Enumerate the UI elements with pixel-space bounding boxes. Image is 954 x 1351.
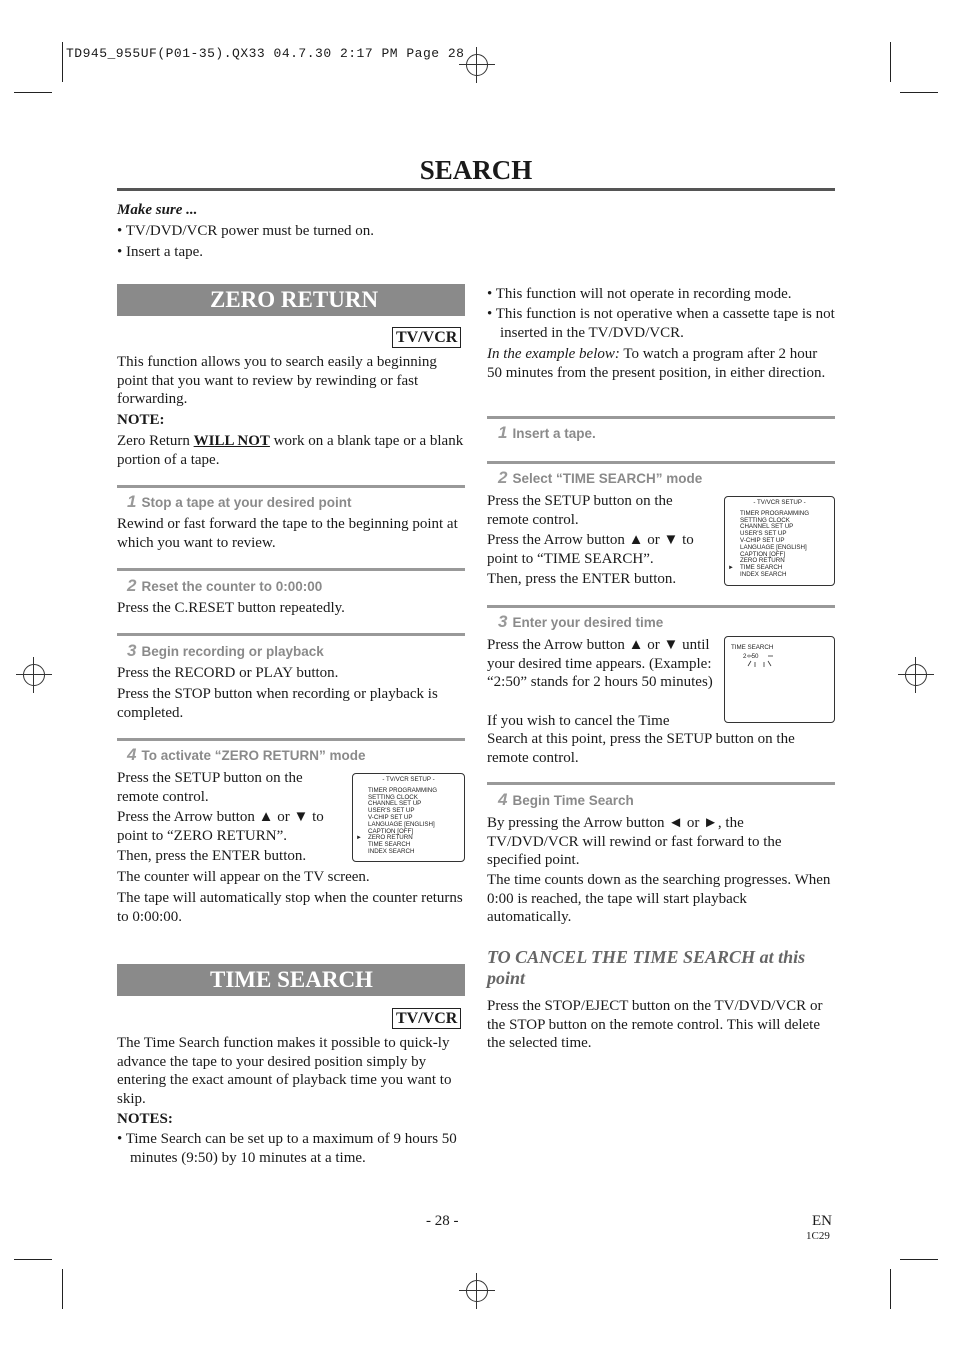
step-body: Then, press the ENTER button. <box>117 848 307 864</box>
crop-mark <box>62 1269 63 1309</box>
time-search-heading: TIME SEARCH <box>117 964 465 996</box>
crop-mark <box>890 42 891 82</box>
time-value: 2 : 50 <box>743 652 759 660</box>
step-divider <box>117 738 465 741</box>
step-body: The tape will automatically stop when the counter returns to 0:00:00. <box>117 890 463 925</box>
cancel-body: Press the STOP/EJECT button on the TV/DVD/VCR or the STOP button on the remote control. This will delete the selected time. <box>487 998 823 1051</box>
step-body: Press the STOP button when recording or playback is completed. <box>117 686 438 721</box>
cursor-icon: ► <box>356 835 362 842</box>
step-body: Rewind or fast forward the tape to the beginning point at which you want to review. <box>117 516 458 551</box>
step-body: Search at this point, press the SETUP button on the remote control. <box>487 731 795 766</box>
step-heading: 1 Insert a tape. <box>498 423 596 442</box>
tv-vcr-badge: TV/VCR <box>392 1008 461 1029</box>
crop-mark <box>890 1269 891 1309</box>
step-divider <box>487 416 835 419</box>
time-search-intro: The Time Search function makes it possible to quick-ly advance the tape to your desired position simply by entering the exact amount of playback time you want to skip. <box>117 1035 452 1107</box>
step-body: Press the RECORD or PLAY button. <box>117 665 339 681</box>
step-body: Press the Arrow button ▲ or ▼ to point to “TIME SEARCH”. <box>487 532 694 567</box>
make-sure-label: Make sure ... <box>117 202 198 218</box>
step-heading: 4 To activate “ZERO RETURN” mode <box>127 745 366 764</box>
cursor-icon: ► <box>728 565 734 572</box>
step-heading: 4 Begin Time Search <box>498 790 634 809</box>
step-divider <box>117 568 465 571</box>
cancel-heading: TO CANCEL THE TIME SEARCH at this point <box>487 947 806 988</box>
time-search-screen: TIME SEARCH 2 : 50 <box>724 636 835 723</box>
step-heading: 2 Reset the counter to 0:00:00 <box>127 576 323 595</box>
tv-vcr-setup-menu: - TV/VCR SETUP - TIMER PROGRAMMING SETTING CLOCK CHANNEL SET UP USER'S SET UP V-CHIP SET UP LANGUAGE [ENGLISH] CAPTION [OFF] ► ZERO RETURN TIME SEARCH INDEX SEARCH <box>352 773 465 862</box>
crop-mark <box>62 42 63 82</box>
menu-item-selected: ► TIME SEARCH <box>728 564 783 572</box>
step-divider <box>487 461 835 464</box>
step-body: If you wish to cancel the Time <box>487 713 670 729</box>
notes-label: NOTES: <box>117 1111 173 1127</box>
registration-mark <box>16 657 52 693</box>
step-heading: 1 Stop a tape at your desired point <box>127 492 352 511</box>
note-label: NOTE: <box>117 412 165 428</box>
zero-return-intro: This function allows you to search easily a beginning point that you want to review by rewinding or fast forwarding. <box>117 354 437 407</box>
crop-mark <box>14 1259 52 1260</box>
step-divider <box>487 605 835 608</box>
doc-code: 1C29 <box>806 1230 830 1242</box>
step-divider <box>117 485 465 488</box>
step-body: Press the Arrow button ▲ or ▼ to point to “ZERO RETURN”. <box>117 809 324 844</box>
page-number: - 28 - <box>426 1213 459 1229</box>
note-item: • This function is not operative when a cassette tape is not inserted in the TV/DVD/VCR. <box>487 306 835 341</box>
crop-mark <box>900 1259 938 1260</box>
step-body: Then, press the ENTER button. <box>487 571 677 587</box>
step-heading: 3 Begin recording or playback <box>127 641 324 660</box>
note-item: • This function will not operate in recording mode. <box>487 286 792 302</box>
step-heading: 2 Select “TIME SEARCH” mode <box>498 468 703 487</box>
crop-mark <box>900 92 938 93</box>
zero-return-heading: ZERO RETURN <box>117 284 465 316</box>
step-body: The time counts down as the searching progresses. When 0:00 is reached, the tape will start playback automatically. <box>487 872 831 925</box>
tv-vcr-setup-menu: - TV/VCR SETUP - TIMER PROGRAMMING SETTING CLOCK CHANNEL SET UP USER'S SET UP V-CHIP SET UP LANGUAGE [ENGLISH] CAPTION [OFF] ZERO RETURN ► TIME SEARCH INDEX SEARCH <box>724 496 835 586</box>
crop-mark <box>14 92 52 93</box>
step-body: The counter will appear on the TV screen. <box>117 869 370 885</box>
step-body: Press the Arrow button ▲ or ▼ until your desired time appears. (Example: “2:50” stands for 2 hours 50 minutes) <box>487 637 713 690</box>
page-title: SEARCH <box>419 155 533 185</box>
make-sure-item: • Insert a tape. <box>117 244 204 260</box>
step-divider <box>487 782 835 785</box>
note-item: • Time Search can be set up to a maximum of 9 hours 50 minutes (9:50) by 10 minutes at a time. <box>117 1131 457 1166</box>
step-heading: 3 Enter your desired time <box>498 612 664 631</box>
header-slug: TD945_955UF(P01-35).QX33 04.7.30 2:17 PM Page 28 <box>66 46 465 61</box>
step-body: Press the SETUP button on the remote control. <box>487 493 673 528</box>
menu-item-selected: ► ZERO RETURN <box>356 834 413 842</box>
example-text: In the example below: To watch a program after 2 hour 50 minutes from the present position, in either direction. <box>487 346 826 381</box>
registration-mark <box>898 657 934 693</box>
step-divider <box>117 633 465 636</box>
tv-vcr-badge: TV/VCR <box>392 327 461 348</box>
step-body: Press the C.RESET button repeatedly. <box>117 600 345 616</box>
step-body: By pressing the Arrow button ◄ or ►, the TV/DVD/VCR will rewind or fast forward to the specified point. <box>487 815 782 868</box>
step-body: Press the SETUP button on the remote control. <box>117 770 303 805</box>
language-code: EN <box>812 1213 832 1229</box>
registration-mark <box>459 1273 495 1309</box>
zero-return-note: Zero Return WILL NOT work on a blank tape or a blank portion of a tape. <box>117 433 464 468</box>
title-rule <box>117 188 835 191</box>
blink-icon <box>745 654 775 668</box>
make-sure-item: • TV/DVD/VCR power must be turned on. <box>117 223 375 239</box>
